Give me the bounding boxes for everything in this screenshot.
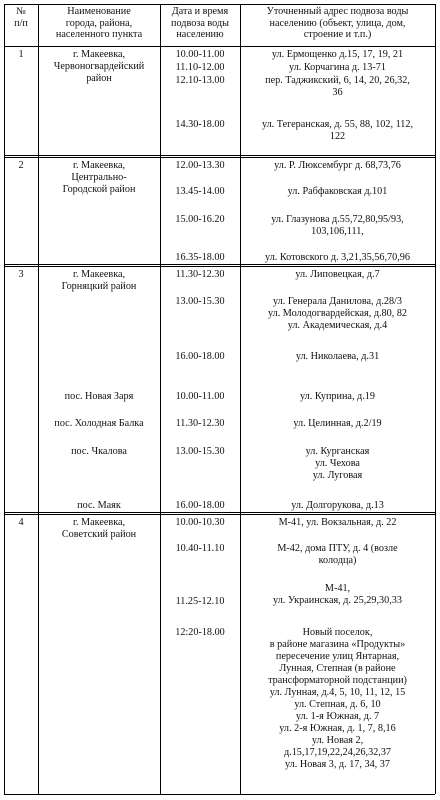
location-name: г. Макеевка, Центрально- Городской район [62,160,136,195]
delivery-time: 11.10-12.00 [175,62,225,73]
row-number: 2 [18,160,24,171]
delivery-address: ул. Тегеранская, д. 55, 88, 102, 112, 122 [261,119,414,142]
table-border-bottom [4,794,435,795]
delivery-address: ул. Николаева, д.31 [295,351,380,362]
location-name: г. Макеевка, Горняцкий район [61,269,137,292]
delivery-time: 14.30-18.00 [175,119,225,130]
delivery-time: 13.45-14.00 [175,186,225,197]
section-divider [4,155,435,158]
table-border-right [435,4,436,794]
settlement-name: пос. Маяк [77,500,121,511]
delivery-address: ул. Долгорукова, д.13 [291,500,384,511]
delivery-time: 10.40-11.10 [175,543,225,554]
delivery-address: пер. Таджикский, 6, 14, 20, 26,32, 36 [265,75,410,98]
delivery-time: 11.30-12.30 [175,418,225,429]
location-name: г. Макеевка, Советский район [61,517,137,540]
delivery-time: 16.35-18.00 [175,252,225,263]
row-number: 1 [18,49,24,60]
delivery-time: 12.00-13.30 [175,160,225,171]
delivery-address: ул. Куприна, д.19 [300,391,375,402]
row-number: 3 [18,269,24,280]
table-border-left [4,4,5,794]
settlement-name: пос. Холодная Балка [54,418,144,429]
delivery-time: 13.00-15.30 [175,296,225,307]
header-location: Наименование города, района, населенного пункта [55,6,143,40]
delivery-address: ул. Котовского д. 3,21,35,56,70,96 [265,252,410,263]
delivery-address: ул. Р. Люксембург д. 68,73,76 [274,160,401,171]
location-name: г. Макеевка, Червоногвардейский район [53,49,145,84]
delivery-time: 11.30-12.30 [175,269,225,280]
table-border-top [4,4,435,5]
delivery-address: ул. Глазунова д.55,72,80,95/93, 103,106,111, [271,214,404,237]
delivery-time: 10.00-11.00 [175,49,225,60]
delivery-time: 10.00-10.30 [175,517,225,528]
delivery-address: М-41, ул. Украинская, д. 25,29,30,33 [273,583,402,606]
delivery-time: 12.10-13.00 [175,75,225,86]
delivery-address: М-41, ул. Вокзальная, д. 22 [278,517,397,528]
delivery-address: Новый поселок, в районе магазина «Продукты» пересечение улиц Янтарная, Лунная, Степная (в районе трансформаторной подстанции) ул. Лунная, д.4, 5, 10, 11, 12, 15 ул. Степная, д. 6, 10 ул. 1-я Южная, д. 7 ул. 2-я Южная, д. 1, 7, 8,16 ул. Новая 2, д.15,17,19,22,24,26,32,37 ул. Новая 3, д. 17, 34, 37 [268,627,407,770]
header-address: Уточненный адрес подвоза воды населению (объект, улица, дом, строение и т.п.) [266,6,409,40]
delivery-address: ул. Генерала Данилова, д.28/3 ул. Молодогвардейская, д.80, 82 ул. Академическая, д.4 [267,296,408,331]
delivery-time: 12:20-18.00 [175,627,225,638]
section-divider [4,264,435,267]
delivery-time: 15.00-16.20 [175,214,225,225]
delivery-time: 10.00-11.00 [175,391,225,402]
delivery-time: 11.25-12.10 [175,596,225,607]
header-divider [4,46,435,47]
row-number: 4 [18,517,24,528]
header-number: № п/п [14,6,28,29]
delivery-address: ул. Курганская ул. Чехова ул. Луговая [305,446,370,481]
settlement-name: пос. Чкалова [71,446,127,457]
delivery-time: 16.00-18.00 [175,351,225,362]
delivery-address: ул. Целинная, д.2/19 [293,418,382,429]
section-divider [4,512,435,515]
delivery-address: ул. Ермощенко д.15, 17, 19, 21 [271,49,404,60]
delivery-address: ул. Корчагина д. 13-71 [289,62,386,73]
settlement-name: пос. Новая Заря [64,391,134,402]
header-time: Дата и время подвоза воды населению [171,6,229,40]
delivery-time: 16.00-18.00 [175,500,225,511]
delivery-address: ул. Липовецкая, д.7 [295,269,380,280]
delivery-time: 13.00-15.30 [175,446,225,457]
delivery-address: ул. Рабфаковская д.101 [287,186,388,197]
delivery-address: М-42, дома ПТУ, д. 4 (возле колодца) [277,543,398,566]
